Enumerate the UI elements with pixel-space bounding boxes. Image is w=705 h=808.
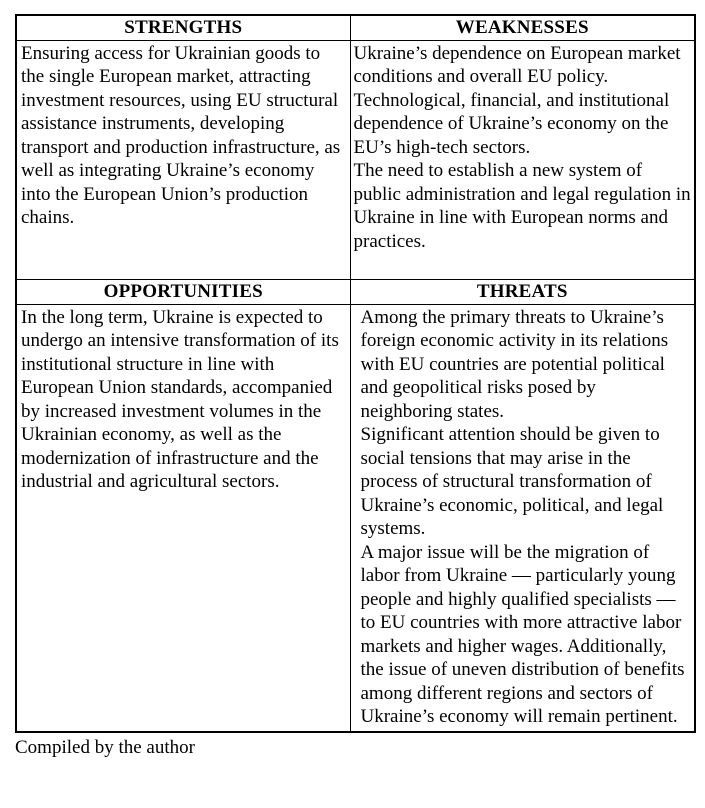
- threats-paragraph-2: Significant attention should be given to social tensions that may arise in the process of structural transformation of Ukraine’s economic, political, and legal systems.: [360, 424, 664, 539]
- weaknesses-paragraph-1: Ukraine’s dependence on European market conditions and overall EU policy.: [353, 42, 681, 87]
- threats-header: THREATS: [350, 279, 695, 304]
- weaknesses-cell: [350, 40, 695, 279]
- table-source-caption: Compiled by the author: [15, 736, 195, 758]
- body-row-strengths-weaknesses: [16, 40, 695, 279]
- opportunities-cell: [16, 304, 350, 732]
- strengths-header: STRENGTHS: [16, 15, 350, 40]
- header-row-strengths-weaknesses: [16, 15, 695, 40]
- body-row-opportunities-threats: [16, 304, 695, 732]
- swot-table: [15, 14, 696, 733]
- strengths-paragraph-1: Ensuring access for Ukrainian goods to the single European market, attracting investment resources, using EU structural assistance instruments, developing transport and production infrastructure, as well as integrating Ukraine’s economy into the European Union’s production chains.: [21, 42, 341, 228]
- weaknesses-paragraph-3: The need to establish a new system of public administration and legal regulation in Ukraine in line with European norms and practices.: [353, 160, 691, 252]
- weaknesses-header: WEAKNESSES: [350, 15, 695, 40]
- opportunities-paragraph-1: In the long term, Ukraine is expected to undergo an intensive transformation of its institutional structure in line with European Union standards, accompanied by increased investment volumes in the Ukrainian economy, as well as the modernization of infrastructure and the industrial and agricultural sectors.: [21, 306, 339, 492]
- strengths-cell: [16, 40, 350, 279]
- threats-paragraph-1: Among the primary threats to Ukraine’s foreign economic activity in its relations with EU countries are potential political and geopolitical risks posed by neighboring states.: [360, 306, 669, 422]
- threats-paragraph-3: A major issue will be the migration of labor from Ukraine — particularly young people and highly qualified specialists — to EU countries with more attractive labor markets and higher wages. Additionally, the issue of uneven distribution of benefits among different regions and sectors of Ukraine’s economy will remain pertinent.: [360, 541, 685, 727]
- header-row-opportunities-threats: [16, 279, 695, 304]
- weaknesses-paragraph-2: Technological, financial, and institutional dependence of Ukraine’s economy on the EU’s high-tech sectors.: [353, 89, 670, 158]
- opportunities-header: OPPORTUNITIES: [16, 279, 350, 304]
- threats-cell: [350, 304, 695, 732]
